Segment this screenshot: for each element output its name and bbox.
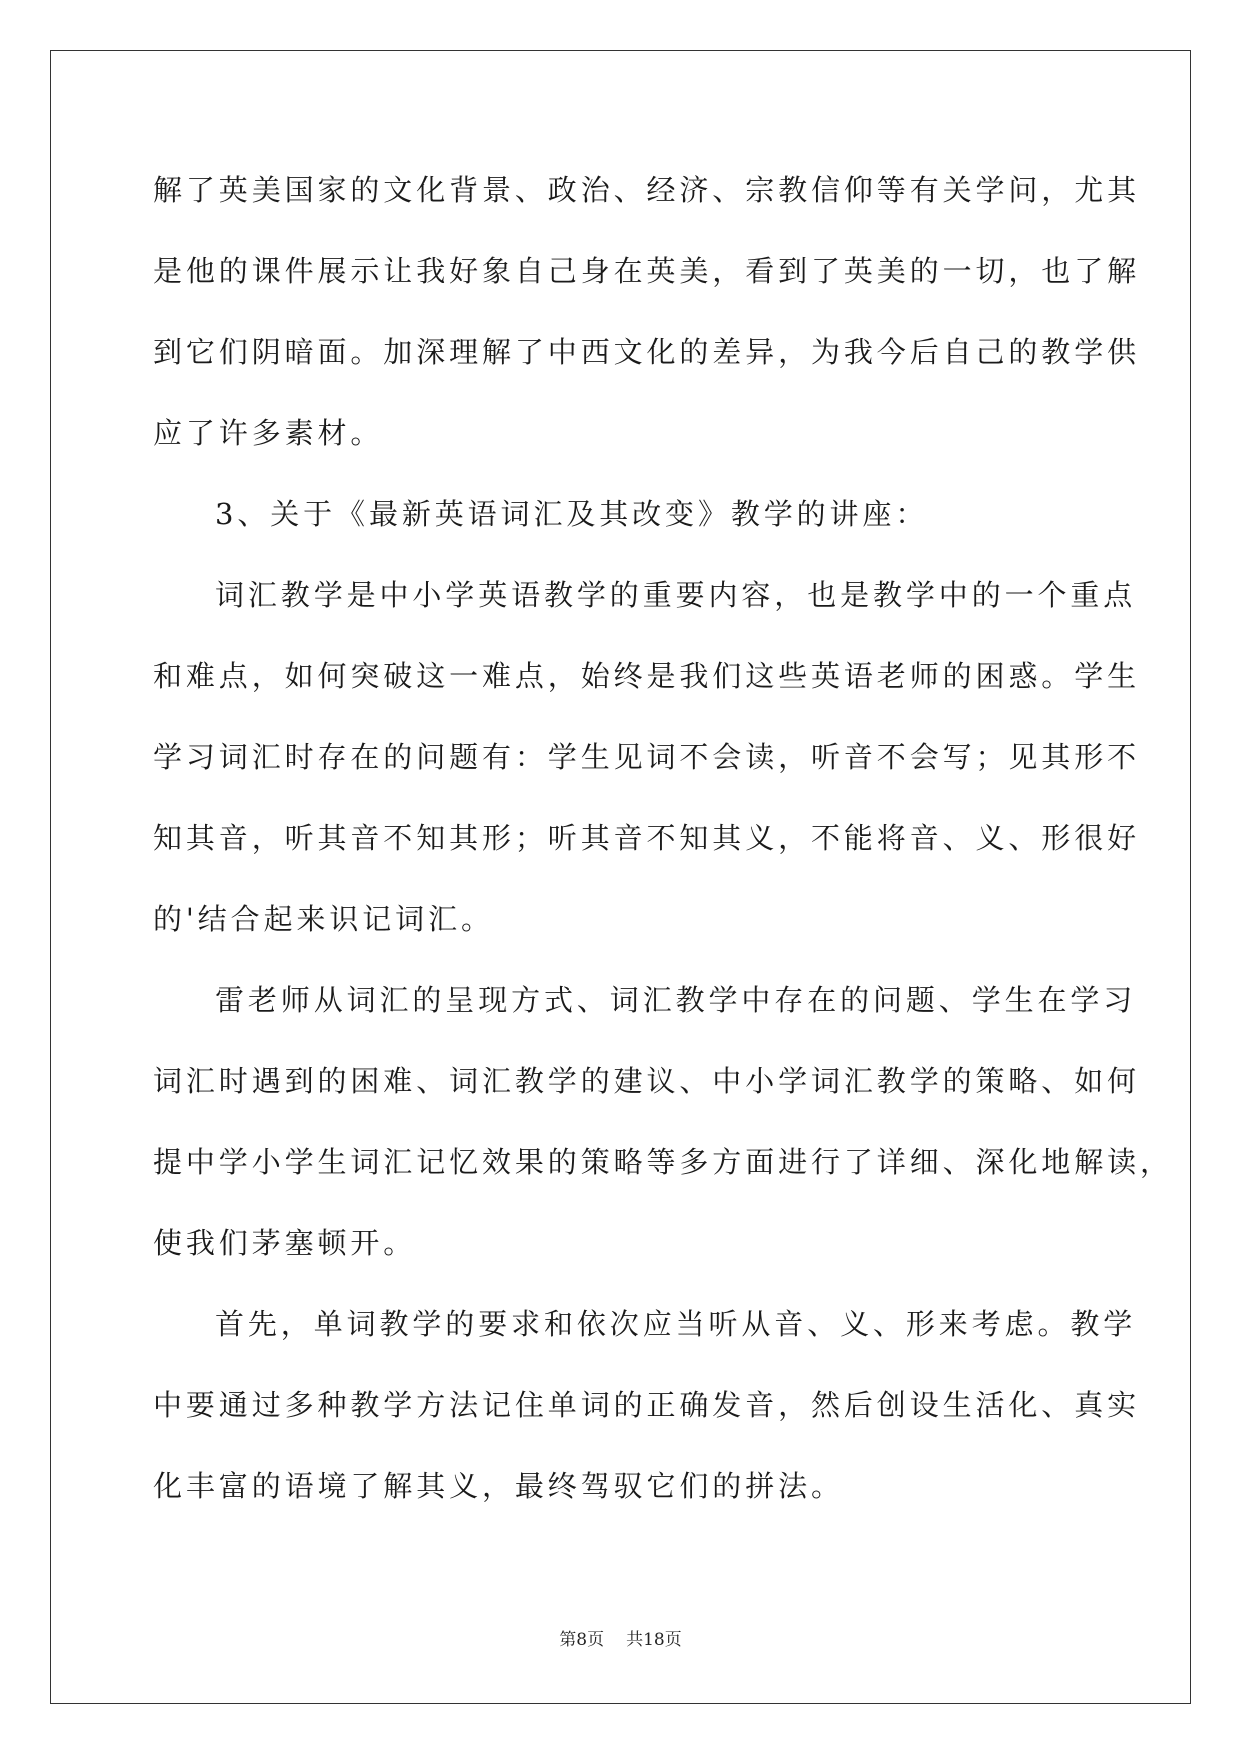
page-number: 8 <box>576 1630 588 1650</box>
text-line: 雷老师从词汇的呈现方式、词汇教学中存在的问题、学生在学习 <box>215 983 1137 1017</box>
page-prefix: 第 <box>559 1630 577 1650</box>
text-line: 解了英美国家的文化背景、政治、经济、宗教信仰等有关学问，尤其 <box>153 173 1141 207</box>
total-suffix: 页 <box>664 1630 682 1650</box>
text-line: 化丰富的语境了解其义，最终驾驭它们的拼法。 <box>153 1469 844 1503</box>
text-line: 中要通过多种教学方法记住单词的正确发音，然后创设生活化、真实 <box>153 1388 1141 1422</box>
text-line: 知其音，听其音不知其形；听其音不知其义，不能将音、义、形很好 <box>153 821 1141 855</box>
text-line: 词汇时遇到的困难、词汇教学的建议、中小学词汇教学的策略、如何 <box>153 1064 1141 1098</box>
document-body <box>153 150 1173 1527</box>
text-line: 提中学小学生词汇记忆效果的策略等多方面进行了详细、深化地解读， <box>153 1145 1173 1179</box>
page-suffix: 页 <box>587 1630 605 1650</box>
text-line: 学习词汇时存在的问题有：学生见词不会读，听音不会写；见其形不 <box>153 740 1141 774</box>
text-line: 应了许多素材。 <box>153 416 384 450</box>
section-heading: 3、关于《最新英语词汇及其改变》教学的讲座： <box>215 497 929 531</box>
text-line: 使我们茅塞顿开。 <box>153 1226 417 1260</box>
text-line: 到它们阴暗面。加深理解了中西文化的差异，为我今后自己的教学供 <box>153 335 1141 369</box>
text-line: 词汇教学是中小学英语教学的重要内容，也是教学中的一个重点 <box>215 578 1137 612</box>
text-line: 首先，单词教学的要求和依次应当听从音、义、形来考虑。教学 <box>215 1307 1137 1341</box>
page-footer <box>0 1625 1241 1650</box>
text-line: 和难点，如何突破这一难点，始终是我们这些英语老师的困惑。学生 <box>153 659 1141 693</box>
text-line: 的'结合起来识记词汇。 <box>153 902 494 936</box>
text-line: 是他的课件展示让我好象自己身在英美，看到了英美的一切，也了解 <box>153 254 1141 288</box>
total-prefix: 共 <box>626 1630 644 1650</box>
total-pages: 18 <box>643 1630 665 1650</box>
